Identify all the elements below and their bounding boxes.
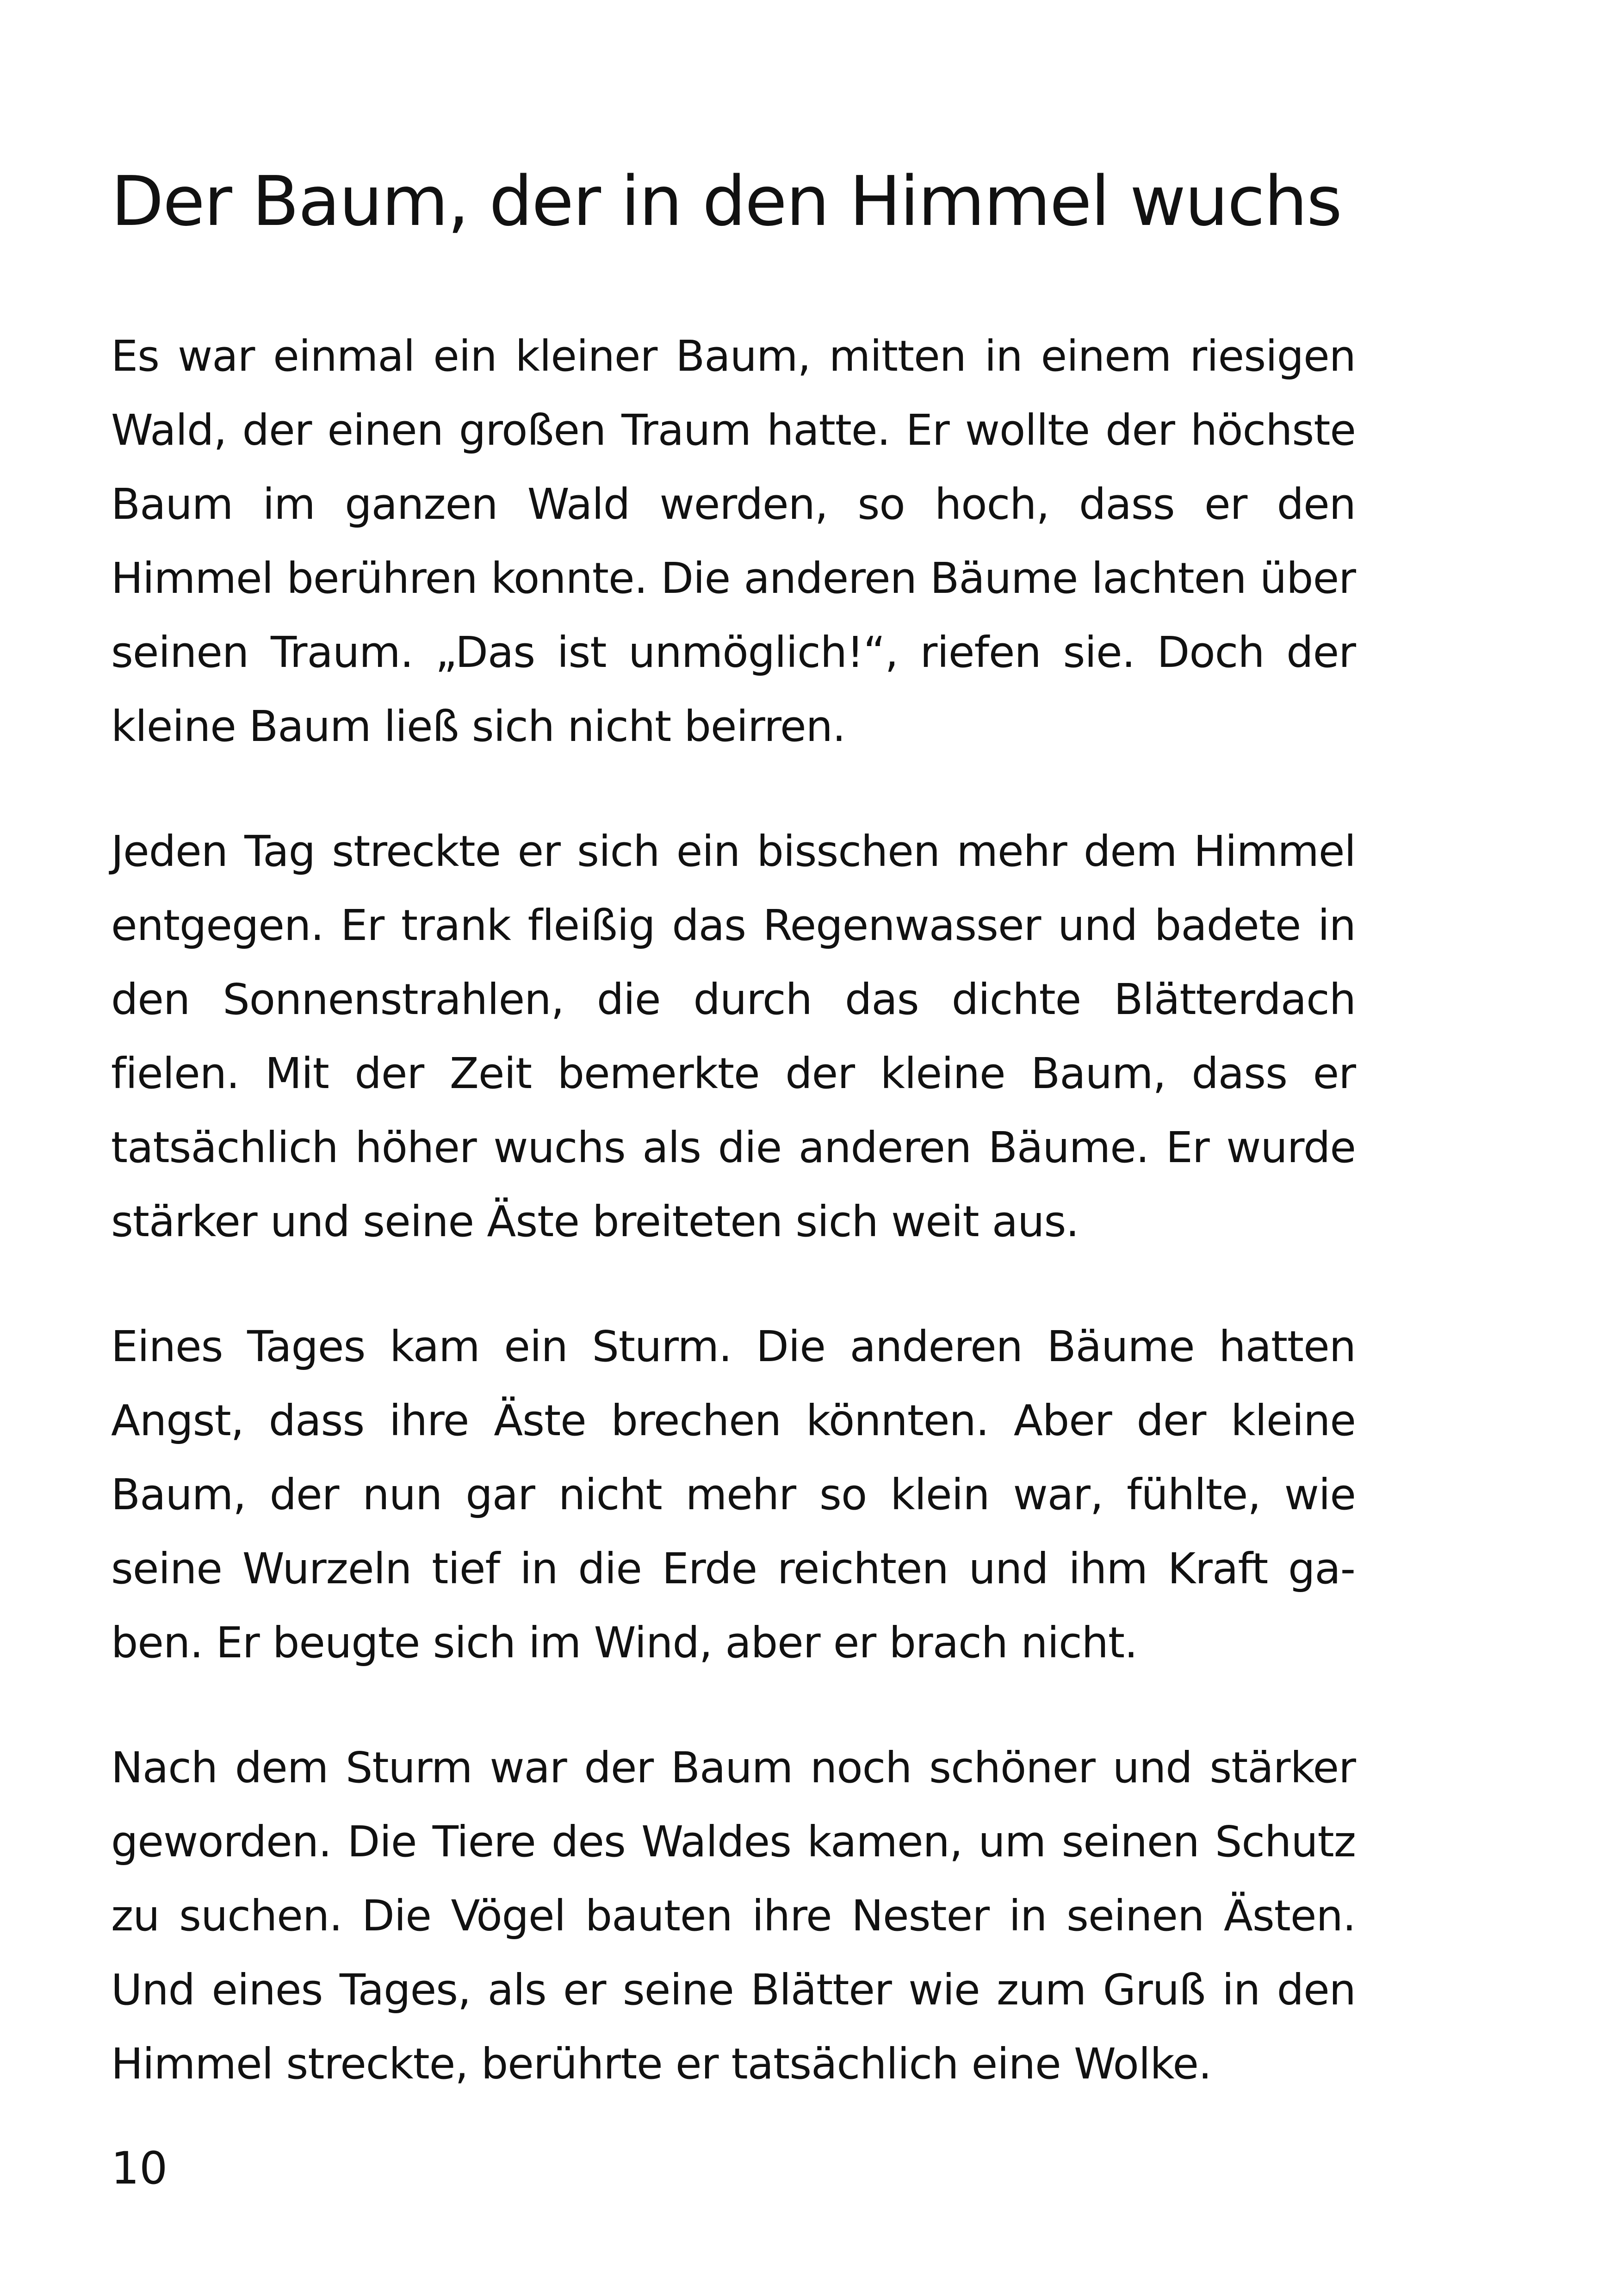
page-number: 10: [111, 2142, 168, 2194]
story-paragraph-2: Jeden Tag streckte er sich ein bisschen mehr dem Himmel entgegen. Er trank fleißig das Regenwasser und badete in den Sonnenstrahlen, die durch das dichte Blätterdach fielen. Mit der Zeit bemerkte der kleine Baum, dass er tatsächlich höher wuchs als die anderen Bäume. Er wurde stärker und seine Äste breiteten sich weit aus.: [111, 827, 1356, 1246]
story-title: Der Baum, der in den Himmel wuchs: [111, 162, 1341, 241]
story-paragraph-1: Es war einmal ein kleiner Baum, mitten in einem riesigen Wald, der einen großen Traum hatte. Er wollte der höchste Baum im ganzen Wald werden, so hoch, dass er den Himmel berühren konnte. Die anderen Bäume lachten über seinen Traum. „Das ist unmöglich!“, riefen sie. Doch der kleine Baum ließ sich nicht beirren.: [111, 331, 1356, 751]
story-paragraph-4: Nach dem Sturm war der Baum noch schöner und stärker geworden. Die Tiere des Waldes kamen, um seinen Schutz zu suchen. Die Vögel bauten ihre Nester in seinen Ästen. Und eines Tages, als er seine Blätter wie zum Gruß in den Himmel streckte, berührte er tatsächlich eine Wolke.: [111, 1743, 1356, 2089]
story-paragraph-3: Eines Tages kam ein Sturm. Die anderen Bäume hatten Angst, dass ihre Äste brechen könnten. Aber der kleine Baum, der nun gar nicht mehr so klein war, fühlte, wie seine Wurzeln tief in die Erde reichten und ihm Kraft gaben. Er beugte sich im Wind, aber er brach nicht.: [111, 1322, 1356, 1668]
